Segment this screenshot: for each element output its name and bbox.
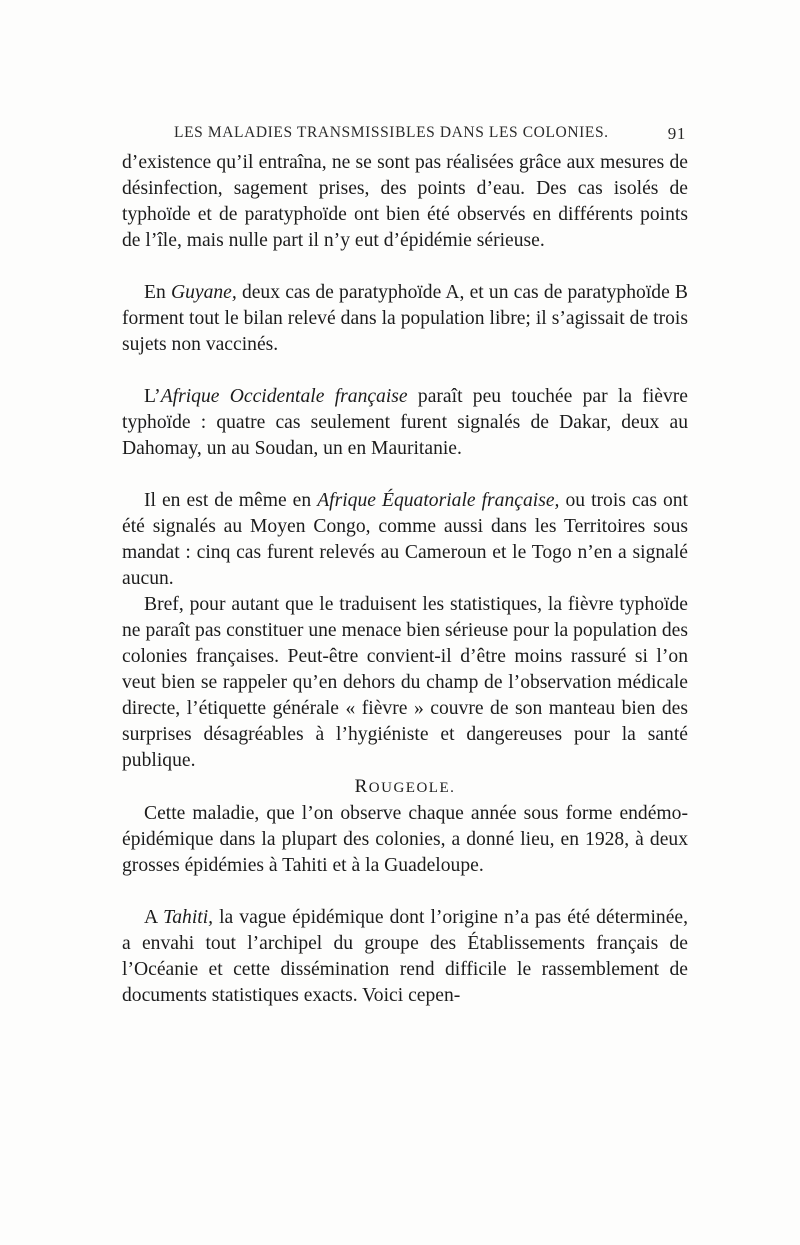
paragraph-guyane-text: deux cas de paratyphoïde A, et un cas de paratyphoïde B forment tout le bilan relevé dans la population libre; il s’agissait de trois sujets non vaccinés. <box>122 282 688 355</box>
paragraph-bref: Bref, pour autant que le traduisent les statistiques, la fièvre typhoïde ne paraît pas constituer une menace bien sérieuse pour la population des colonies françaises. Peut-être convient-il d’être moins rassuré si l’on veut bien se rappeler qu’en dehors du champ de l’observation médicale directe, l’étiquette générale « fièvre » couvre de son manteau bien des surprises désagréables à l’hygiéniste et dangereuses pour la santé publique. <box>122 594 688 771</box>
paragraph-continuation: d’existence qu’il entraîna, ne se sont pas réalisées grâce aux mesures de désinfection, sagement prises, des points d’eau. Des cas isolés de typhoïde et de paratyphoïde ont bien été observés en différents points de l’île, mais nulle part il n’y eut d’épidémie sérieuse. <box>122 152 688 251</box>
place-aof: Afrique Occidentale française <box>160 386 408 407</box>
paragraph-aof-text: paraît peu touchée par la fièvre typhoïde : quatre cas seulement furent signalés de Dakar, deux au Dahomay, un au Soudan, un en Mauritanie. <box>122 386 688 459</box>
body-text <box>122 150 688 1009</box>
paragraph-aof <box>122 384 688 462</box>
place-tahiti: Tahiti, <box>163 907 214 928</box>
section-heading-initial: R <box>354 776 369 797</box>
section-heading-rougeole <box>122 774 688 801</box>
paragraph-aef-text: ou trois cas ont été signalés au Moyen Congo, comme aussi dans les Territoires sous mandat : cinq cas furent relevés au Cameroun et le Togo n’en a signalé aucun. <box>122 490 688 589</box>
place-guyane: Guyane, <box>170 282 237 303</box>
paragraph-tahiti-text: la vague épidémique dont l’origine n’a pas été déterminée, a envahi tout l’archipel du groupe des Établissements français de l’Océanie et cette dissémination rend difficile le rassemblement de documents statistiques exacts. Voici cepen- <box>122 907 689 1006</box>
page-number: 91 <box>667 124 686 143</box>
paragraph-rougeole-intro: Cette maladie, que l’on observe chaque année sous forme endémo-épidémique dans la plupart des colonies, a donné lieu, en 1928, à deux grosses épidémies à Tahiti et à la Guadeloupe. <box>122 803 688 876</box>
paragraph-tahiti-lead: A <box>144 907 164 928</box>
paragraph-aof-lead: L’ <box>144 386 161 407</box>
place-aef: Afrique Équatoriale française, <box>317 490 560 511</box>
running-head-title: LES MALADIES TRANSMISSIBLES DANS LES COLONIES. <box>174 124 609 141</box>
paragraph-guyane <box>122 280 688 358</box>
paragraph-guyane-lead: En <box>144 282 171 303</box>
paragraph-aef <box>122 488 688 592</box>
section-heading-rest: OUGEOLE. <box>368 780 456 796</box>
paragraph-tahiti <box>122 905 688 1009</box>
paragraph-aef-lead: Il en est de même en <box>144 490 318 511</box>
